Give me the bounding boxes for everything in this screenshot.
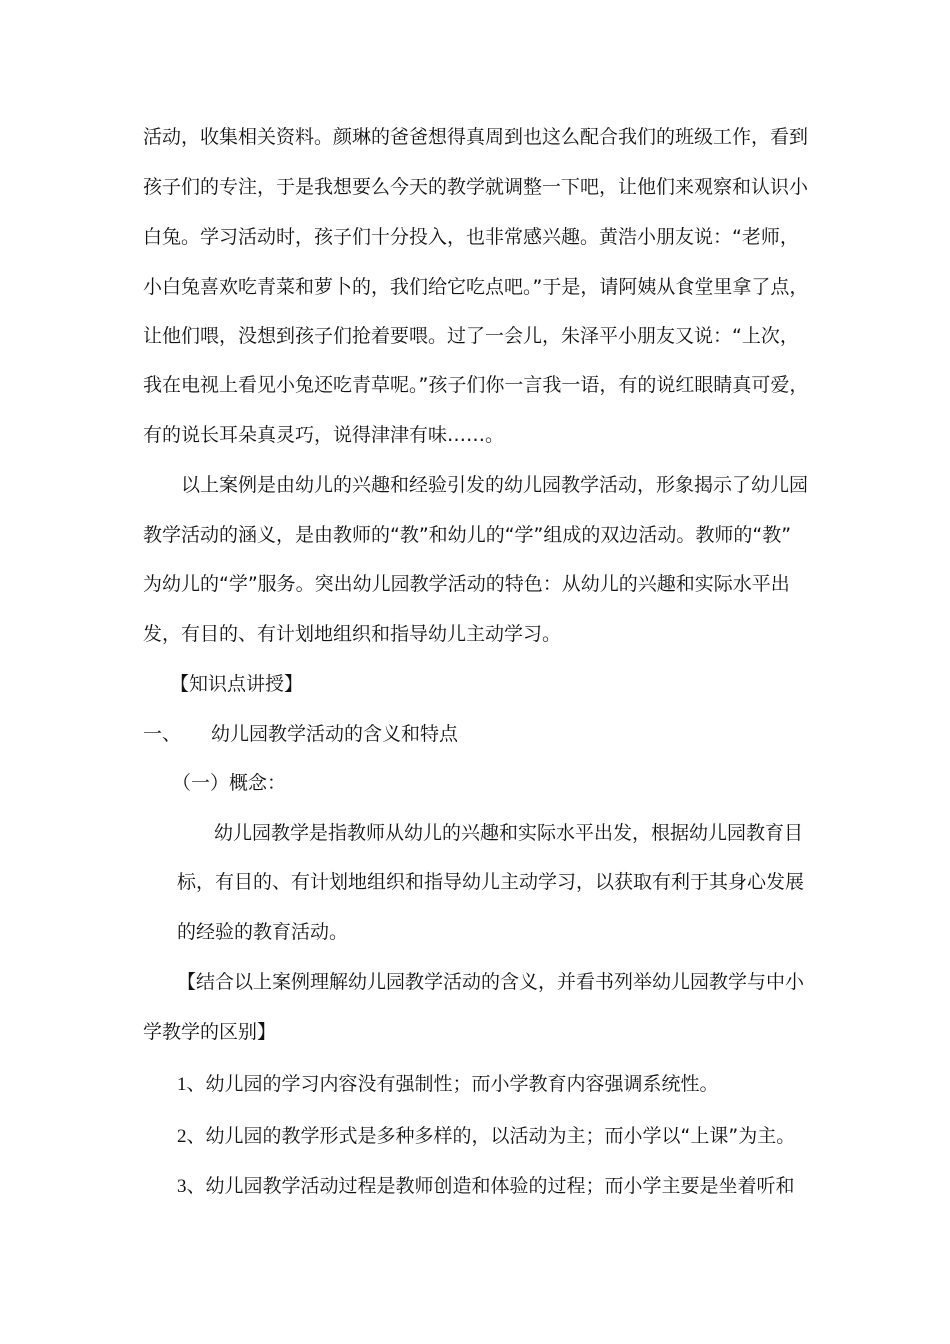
- concept-line-2: 标，有目的、有计划地组织和指导幼儿主动学习，以获取有利于其身心发展: [177, 871, 805, 893]
- case-line-5: 让他们喂，没想到孩子们抢着要喂。过了一会儿，朱泽平小朋友又说：“上次，: [143, 325, 799, 347]
- section-one-title: 幼儿园教学活动的含义和特点: [211, 723, 459, 745]
- summary-line-4: 发，有目的、有计划地组织和指导幼儿主动学习。: [143, 623, 562, 645]
- concept-line-1: 幼儿园教学是指教师从幼儿的兴趣和实际水平出发，根据幼儿园教育目: [214, 822, 804, 844]
- section-one-number: 一、: [143, 723, 182, 745]
- case-line-2: 孩子们的专注，于是我想要么今天的教学就调整一下吧，让他们来观察和认识小: [143, 176, 809, 198]
- summary-line-2: 教学活动的涵义，是由教师的“教”和幼儿的“学”组成的双边活动。教师的“教”: [143, 524, 792, 546]
- list-item-number: 1: [177, 1074, 187, 1095]
- list-item-number: 2: [177, 1126, 187, 1147]
- list-item-text: 、幼儿园的教学形式是多种多样的，以活动为主；而小学以“上课”为主。: [186, 1125, 796, 1147]
- summary-line-1: 以上案例是由幼儿的兴趣和经验引发的幼儿园教学活动，形象揭示了幼儿园: [181, 474, 809, 496]
- list-item: [177, 1071, 719, 1097]
- knowledge-heading: 【知识点讲授】: [170, 673, 304, 695]
- case-line-6: 我在电视上看见小兔还吃青草呢。”孩子们你一言我一语，有的说红眼睛真可爱，: [143, 374, 809, 396]
- concept-line-3: 的经验的教育活动。: [177, 921, 349, 943]
- case-line-4: 小白兔喜欢吃青菜和萝卜的，我们给它吃点吧。”于是，请阿姨从食堂里拿了点，: [143, 276, 809, 298]
- case-line-1: 活动，收集相关资料。颜琳的爸爸想得真周到也这么配合我们的班级工作，看到: [143, 126, 809, 148]
- list-item-text: 、幼儿园的学习内容没有强制性；而小学教育内容强调系统性。: [186, 1073, 719, 1095]
- list-item-number: 3: [177, 1176, 187, 1197]
- list-item-text: 、幼儿园教学活动过程是教师创造和体验的过程；而小学主要是坐着听和: [186, 1175, 795, 1197]
- summary-line-3: 为幼儿的“学”服务。突出幼儿园教学活动的特色：从幼儿的兴趣和实际水平出: [143, 573, 790, 595]
- prompt-line-2: 学教学的区别】: [143, 1021, 277, 1043]
- subsection-one-heading: （一）概念：: [172, 772, 287, 794]
- case-line-7: 有的说长耳朵真灵巧，说得津津有味……。: [143, 424, 505, 446]
- list-item: [177, 1173, 795, 1199]
- prompt-line-1: 【结合以上案例理解幼儿园教学活动的含义，并看书列举幼儿园教学与中小: [177, 971, 805, 993]
- case-line-3: 白兔。学习活动时，孩子们十分投入，也非常感兴趣。黄浩小朋友说：“老师，: [143, 226, 799, 248]
- list-item: [177, 1123, 795, 1149]
